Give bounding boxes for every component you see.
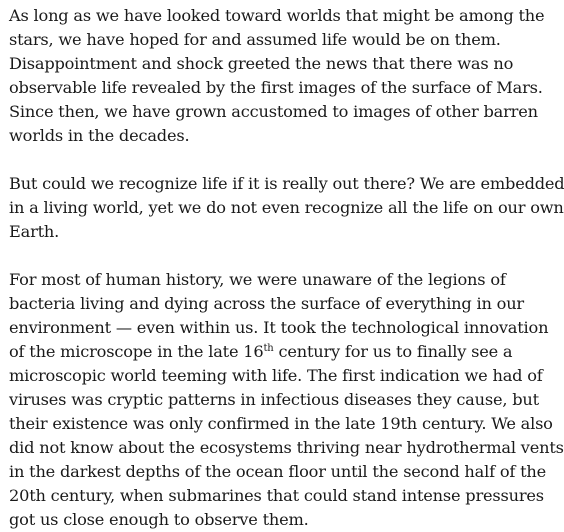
text-line: got us close enough to observe them. — [9, 510, 309, 529]
text-line: Disappointment and shock greeted the news that there was no — [9, 54, 514, 73]
text-line: Earth. — [9, 222, 60, 241]
text-line: As long as we have looked toward worlds that might be among the — [9, 6, 545, 25]
ordinal-superscript: th — [263, 343, 274, 354]
text-line: in the darkest depths of the ocean floor until the second half of the — [9, 462, 547, 481]
text-line: For most of human history, we were unaware of the legions of — [9, 270, 506, 289]
text-line: viruses was cryptic patterns in infectious diseases they cause, but — [9, 390, 539, 409]
text-line: did not know about the ecosystems thriving near hydrothermal vents — [9, 438, 564, 457]
text-line: environment — even within us. It took the technological innovation — [9, 318, 549, 337]
text-line: bacteria living and dying across the surface of everything in our — [9, 294, 524, 313]
text-line: microscopic world teeming with life. The first indication we had of — [9, 366, 543, 385]
text-line: stars, we have hoped for and assumed life would be on them. — [9, 30, 501, 49]
paragraph-1 — [9, 4, 545, 148]
paragraph-2 — [9, 172, 564, 244]
text-segment: century for us to finally see a — [273, 342, 513, 361]
text-line: worlds in the decades. — [9, 126, 190, 145]
text-segment: of the microscope in the late 16 — [9, 342, 264, 361]
text-line: Since then, we have grown accustomed to images of other barren — [9, 102, 538, 121]
text-line: their existence was only confirmed in the late 19th century. We also — [9, 414, 553, 433]
paragraph-3 — [9, 268, 564, 532]
text-line-superscript — [9, 340, 513, 364]
text-line: 20th century, when submarines that could stand intense pressures — [9, 486, 544, 505]
text-line: But could we recognize life if it is really out there? We are embedded — [9, 174, 564, 193]
text-line: observable life revealed by the first images of the surface of Mars. — [9, 78, 543, 97]
text-line: in a living world, yet we do not even recognize all the life on our own — [9, 198, 564, 217]
